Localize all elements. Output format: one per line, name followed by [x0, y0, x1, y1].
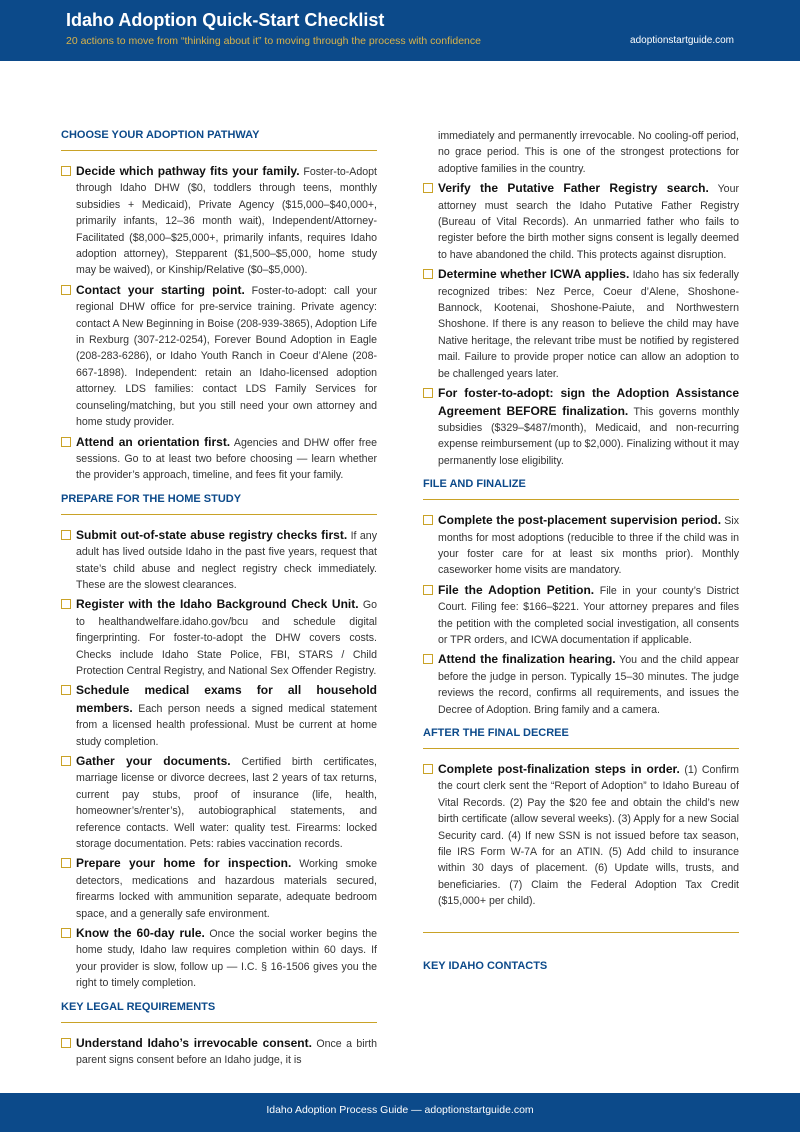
checklist-item — [61, 925, 377, 992]
item-lead: Contact your starting point. — [76, 282, 245, 297]
right-column — [423, 128, 739, 993]
checkbox-icon[interactable] — [423, 388, 433, 398]
section-pathway — [61, 128, 377, 484]
section-finalize — [423, 477, 739, 718]
item-body: Foster-to-adopt: call your regional DHW office for pre-service training. Private agency: contact A New Beginning in Boise (208-939-3865), Adoption Life in Rexburg (307-212-0254), Forever Bound Adoption in Eagle (208-283-6286), or Idaho Youth Ranch in Coeur d’Alene (208-667-1898). Independent: retain an Idaho-licensed adoption attorney. LDS families: contact LDS Family Services for counseling/matching, but you still need your own attorney and home study provider. — [76, 284, 377, 429]
item-body: Go to healthandwelfare.idaho.gov/bcu and schedule digital fingerprinting. For foster-to-adopt the DHW covers costs. Checks include Idaho State Police, FBI, STARS / Child Protection Central Registry, and National Sex Offender Registry. — [76, 599, 377, 677]
checkbox-icon[interactable] — [61, 1038, 71, 1048]
checkbox-icon[interactable] — [61, 928, 71, 938]
checkbox-icon[interactable] — [423, 654, 433, 664]
section-heading: KEY LEGAL REQUIREMENTS — [61, 1000, 377, 1023]
item-body: You and the child appear before the judge in person. Typically 15–30 minutes. The judge reviews the record, confirms all requirements, and issues the Decree of Adoption. Bring family and a camera. — [438, 654, 739, 716]
site-url[interactable]: adoptionstartguide.com — [630, 35, 734, 46]
item-lead: Decide which pathway fits your family. — [76, 164, 300, 178]
item-body: Foster-to-Adopt through Idaho DHW ($0, toddlers through teens, monthly subsidies + Medicaid), Private Agency ($15,000–$40,000+, primarily infants, 12–36 month wait), Independent/Attorney-Facilitated ($8,000–$25,000+, primarily infants, requires Idaho adoption attorney), Stepparent ($1,500–$5,000, home study may be waived), or Kinship/Relative ($0–$5,000). — [76, 166, 377, 277]
item-lead: Determine whether ICWA applies. — [438, 267, 630, 282]
item-body: File in your county’s District Court. Filing fee: $166–$221. Your attorney prepares and files the petition with the completed social investigation, all consents or TPR orders, and ICWA documentation if applicable. — [438, 584, 739, 646]
checklist-item — [423, 512, 739, 579]
checkbox-icon[interactable] — [61, 530, 71, 540]
item-lead: Attend the finalization hearing. — [438, 652, 616, 667]
checkbox-icon[interactable] — [423, 764, 433, 774]
section-homestudy — [61, 492, 377, 992]
item-lead: For foster-to-adopt: sign the Adoption Assistance Agreement BEFORE finalization. — [438, 386, 739, 418]
page-subtitle: 20 actions to move from “thinking about it” to moving through the process with confidence — [66, 35, 481, 47]
checklist-item — [61, 434, 377, 484]
checkbox-icon[interactable] — [61, 599, 71, 609]
checklist-item — [423, 180, 739, 263]
page-header — [0, 0, 800, 61]
item-lead: Complete post-finalization steps in order. — [438, 762, 680, 776]
checkbox-icon[interactable] — [61, 285, 71, 295]
section-heading: CHOOSE YOUR ADOPTION PATHWAY — [61, 128, 377, 151]
item-body: Once the social worker begins the home study, Idaho law requires completion within 60 days. If your provider is slow, follow up — I.C. § 16-1506 gives you the right to timely completion. — [76, 928, 377, 990]
item-lead: Register with the Idaho Background Check Unit. — [76, 597, 359, 612]
item-body: (1) Confirm the court clerk sent the “Report of Adoption” to Idaho Bureau of Vital Records. (2) Pay the $20 fee and obtain the child’s new birth certificate (allow several weeks). (3) Apply for a new Social Security card. (4) If new SSN is not issued before tax season, file IRS Form W-7A for an ATIN. (5) Add child to insurance within 30 days of placement. (6) Update wills, trusts, and beneficiaries. (7) Claim the Federal Adoption Tax Credit ($15,000+ per child). — [438, 764, 739, 908]
page-footer: Idaho Adoption Process Guide — adoptionstartguide.com — [0, 1093, 800, 1132]
checklist-item — [61, 753, 377, 852]
checklist-item — [423, 582, 739, 649]
item-body: This governs monthly subsidies ($329–$487/month), Medicaid, and non-recurring expense reimbursement (up to $2,000). Finalizing without it may permanently lose eligibility. — [438, 405, 739, 467]
item-body: Working smoke detectors, medications and hazardous materials secured, firearms locked with ammunition separate, adequate bedroom space, and a generally safe environment. — [76, 858, 377, 920]
item-lead: Schedule medical exams for all household members. — [76, 683, 377, 715]
section-heading: FILE AND FINALIZE — [423, 477, 739, 500]
checkbox-icon[interactable] — [61, 685, 71, 695]
section-contacts — [423, 959, 739, 981]
checklist-item — [61, 163, 377, 279]
checkbox-icon[interactable] — [61, 437, 71, 447]
item-lead: Understand Idaho’s irrevocable consent. — [76, 1035, 312, 1050]
item-lead: Attend an orientation first. — [76, 434, 231, 449]
checkbox-icon[interactable] — [423, 183, 433, 193]
item-lead: Complete the post-placement supervision period. — [438, 513, 722, 528]
item-lead: Gather your documents. — [76, 754, 231, 768]
item-body: Certified birth certificates, marriage license or divorce decrees, last 2 years of tax returns, current pay stubs, proof of insurance (life, health, homeowner’s/renter’s), autobiographical statements, and reference contacts. Well water: quality test. Firearms: locked storage documentation. Pets: rabies vaccination records. — [76, 756, 377, 851]
section-heading: AFTER THE FINAL DECREE — [423, 726, 739, 749]
checklist-item — [423, 651, 739, 718]
item-body: Agencies and DHW offer free sessions. Go to at least two before choosing — learn whether the provider’s approach, timeline, and fees fit your family. — [76, 436, 378, 482]
checkbox-icon[interactable] — [423, 515, 433, 525]
checklist-item — [423, 385, 739, 469]
item-body: If any adult has lived outside Idaho in the past five years, request that state’s child abuse and neglect registry check immediately. These are the slowest clearances. — [76, 529, 377, 591]
item-body: Idaho has six federally recognized tribes: Nez Perce, Coeur d’Alene, Shoshone-Bannock, Kootenai, Shoshone-Paiute, and Northwestern Shoshone. If there is any reason to believe the child may have Native heritage, the relevant tribe must be notified by registered mail. Failure to provide proper notice can allow an adoption to be challenged years later. — [438, 269, 739, 380]
left-column — [61, 128, 377, 1072]
divider — [423, 932, 739, 933]
checklist-item — [61, 855, 377, 922]
item-body: Each person needs a signed medical statement from a licensed health professional. Must be current at home study completion. — [76, 702, 377, 748]
checklist-item — [61, 527, 377, 594]
checkbox-icon[interactable] — [423, 585, 433, 595]
checkbox-icon[interactable] — [61, 166, 71, 176]
item-body: Once a birth parent signs consent before an Idaho judge, it is — [76, 1037, 377, 1067]
item-lead: Submit out-of-state abuse registry checks first. — [76, 527, 348, 542]
section-legal — [61, 1000, 377, 1069]
checklist-item — [61, 596, 377, 679]
checkbox-icon[interactable] — [423, 269, 433, 279]
page-title: Idaho Adoption Quick-Start Checklist — [66, 10, 385, 30]
section-after — [423, 726, 739, 933]
checklist-item — [61, 1035, 377, 1069]
checklist-item — [61, 282, 377, 431]
item-lead: Prepare your home for inspection. — [76, 856, 292, 871]
checklist-item — [423, 266, 739, 382]
section-heading: KEY IDAHO CONTACTS — [423, 959, 548, 972]
checkbox-icon[interactable] — [61, 756, 71, 766]
item-body: Six months for most adoptions (reducible to three if the child was in your foster care for at least six months prior). Monthly caseworker home visits are mandatory. — [438, 515, 739, 577]
item-body: Your attorney must search the Idaho Putative Father Registry (Bureau of Vital Records). An unmarried father who fails to register before the birth mother signs consent is legally deemed to have abandoned the child. This protects against disruption. — [438, 183, 739, 261]
section-heading: PREPARE FOR THE HOME STUDY — [61, 492, 377, 515]
item-continuation: immediately and permanently irrevocable. No cooling-off period, no grace period. This is one of the strongest protections for adoptive families in the country. — [438, 130, 739, 175]
checkbox-icon[interactable] — [61, 858, 71, 868]
item-lead: Know the 60-day rule. — [76, 926, 205, 941]
item-lead: File the Adoption Petition. — [438, 582, 595, 597]
checklist-item — [423, 761, 739, 910]
item-lead: Verify the Putative Father Registry search. — [438, 181, 709, 196]
checklist-item — [61, 682, 377, 750]
